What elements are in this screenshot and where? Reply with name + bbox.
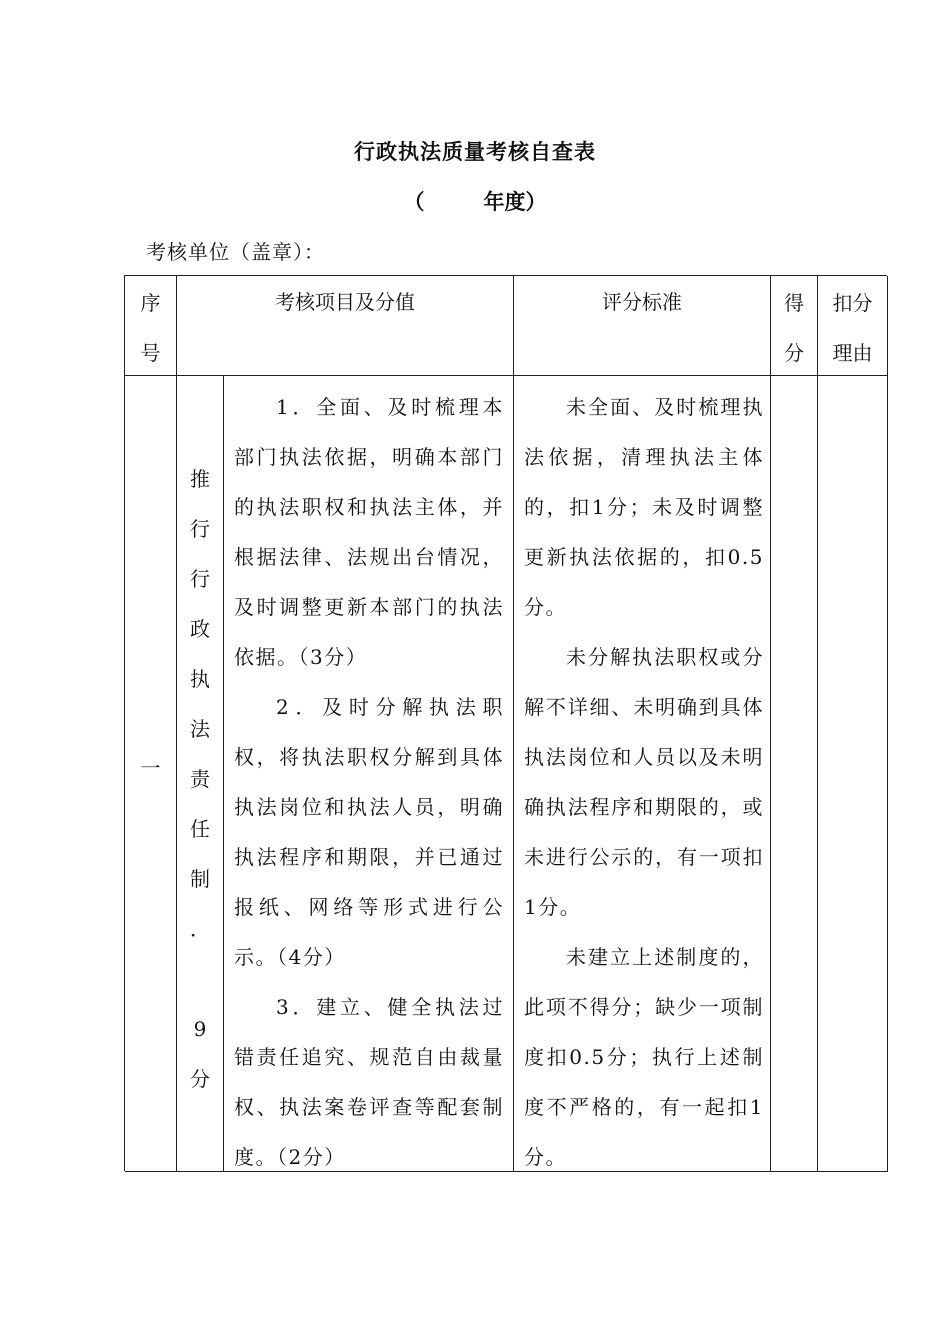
header-score-char-1: 得: [784, 291, 804, 315]
header-item-label: 考核项目及分值: [275, 290, 415, 314]
row-seq-number: 一: [140, 756, 161, 780]
header-reason: [818, 276, 888, 376]
year-line: [0, 186, 950, 216]
category-char: 执: [190, 667, 210, 691]
header-seq-text: [125, 278, 176, 378]
header-score-text: [771, 278, 817, 378]
header-seq: [125, 276, 177, 376]
row-category-vertical-text: [177, 454, 223, 1104]
category-char: 法: [190, 717, 210, 741]
criteria-2-text: 未分解执法职权或分解不详细、未明确到具体执法岗位和人员以及未明确执法程序和期限的，或未进行公示的，有一项扣1分。: [524, 645, 764, 919]
category-char: [177, 954, 223, 1004]
header-criteria-label: 评分标准: [602, 290, 682, 314]
item-2-text: 2．及时分解执法职权，将执法职权分解到具体执法岗位和执法人员，明确执法程序和期限，并已通过报纸、网络等形式进行公示。（4分）: [234, 695, 504, 969]
category-char: 分: [190, 1067, 210, 1091]
header-reason-text: [818, 278, 887, 378]
header-seq-char-1: 序: [140, 291, 161, 315]
row-seq-cell: [125, 376, 177, 1172]
header-criteria: [514, 276, 771, 376]
row-score-cell[interactable]: [771, 376, 818, 1172]
page-title: 行政执法质量考核自查表: [354, 139, 596, 164]
unit-label: 考核单位（盖章）：: [146, 240, 325, 264]
category-char: ．: [190, 917, 210, 941]
row-criteria-cell: [514, 376, 771, 1172]
header-score-char-2: 分: [784, 341, 804, 365]
item-3-text: 3．建立、健全执法过错责任追究、规范自由裁量权、执法案卷评查等配套制度。（2分）: [234, 995, 504, 1169]
criteria-1-text: 未全面、及时梳理执法依据，清理执法主体的，扣1分；未及时调整更新执法依据的，扣0.5分。: [524, 395, 764, 619]
criteria-3-text: 未建立上述制度的，此项不得分；缺少一项制度扣0.5分；执行上述制度不严格的，有一起扣1分。: [524, 945, 764, 1169]
header-seq-char-2: 号: [140, 341, 161, 365]
header-reason-line-1: 扣分: [832, 291, 873, 315]
category-char: 制: [190, 867, 210, 891]
category-char: 行: [190, 567, 210, 591]
row-category-cell: [177, 376, 224, 1172]
category-char: 行: [190, 517, 210, 541]
category-char: 责: [190, 767, 210, 791]
header-item: [177, 276, 514, 376]
category-char: 政: [190, 617, 210, 641]
assessment-table: [124, 275, 887, 1171]
year-label: 年度）: [483, 189, 547, 214]
item-1-text: 1．全面、及时梳理本部门执法依据，明确本部门的执法职权和执法主体，并根据法律、法规出台情况，及时调整更新本部门的执法依据。（3分）: [234, 395, 504, 669]
year-open-paren: （: [403, 189, 425, 214]
category-char: 任: [190, 817, 210, 841]
row-items-cell: [224, 376, 514, 1172]
category-char: 9: [193, 1017, 207, 1041]
category-char: 推: [190, 467, 210, 491]
header-score: [771, 276, 818, 376]
header-reason-line-2: 理由: [832, 341, 873, 365]
row-reason-cell[interactable]: [818, 376, 888, 1172]
